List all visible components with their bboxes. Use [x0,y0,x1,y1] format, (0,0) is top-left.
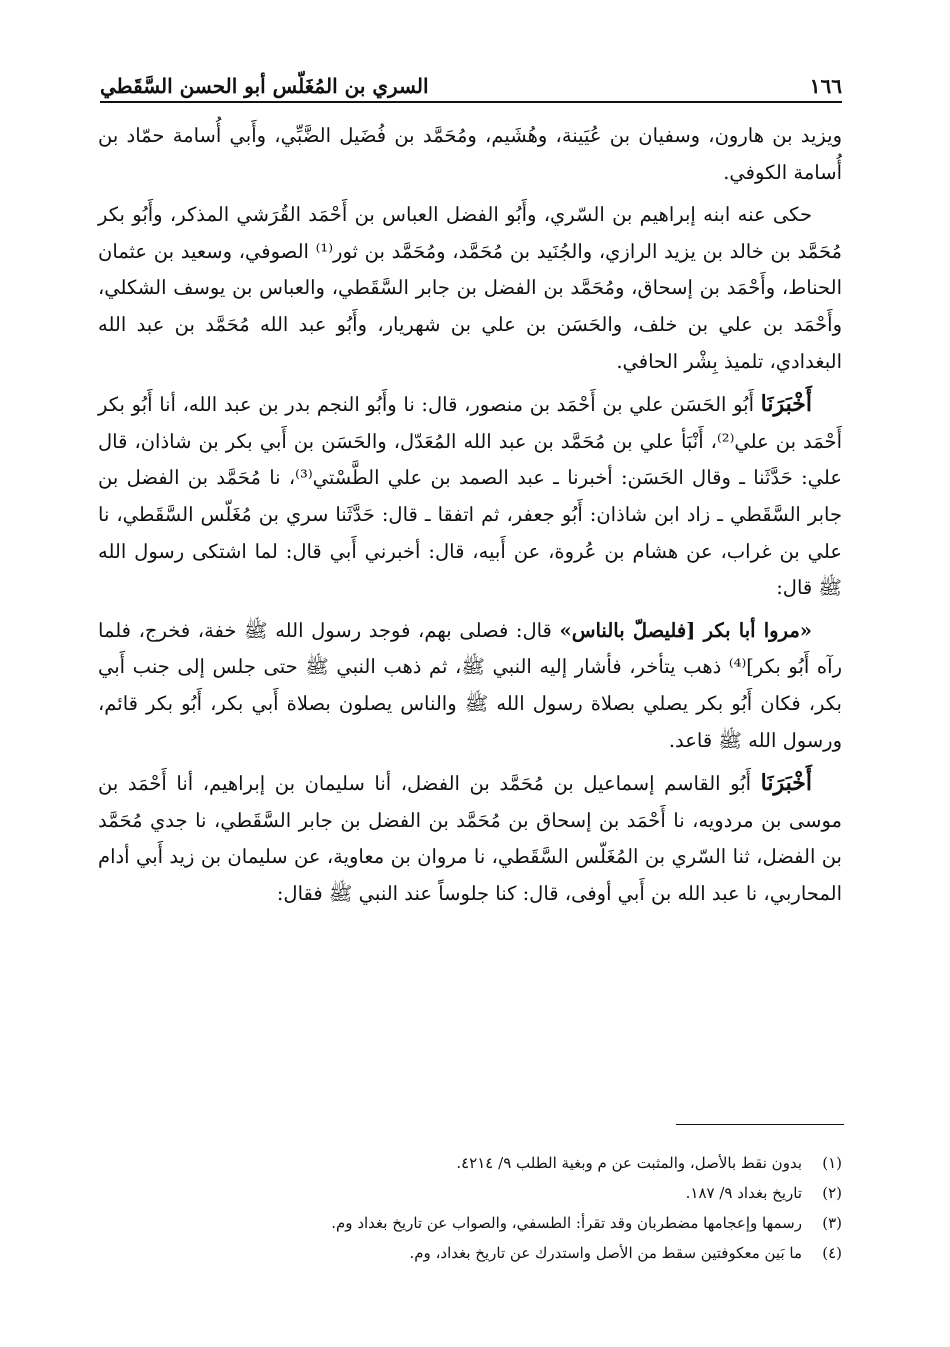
page-header [100,62,842,98]
footnote-text: رسمها وإعجامها مضطربان وقد تقرأ: الطسفي، والصواب عن تاريخ بغداد وم. [331,1214,802,1232]
footnote-number: (٢) [822,1184,842,1202]
footnote-number: (٤) [822,1244,842,1262]
header-rule [100,101,842,103]
paragraph-students [98,197,842,380]
running-title: السري بن المُغَلّس أبو الحسن السَّقَطي [100,74,429,98]
footnote-item [120,1148,842,1178]
footnote-number: (١) [822,1154,842,1172]
footnote-number: (٣) [822,1214,842,1232]
footnote-item [120,1208,842,1238]
main-text [98,118,842,918]
paragraph-text: أَبُو القاسم إسماعيل بن مُحَمَّد بن الفضل، أنا سليمان بن إبراهيم، أنا أَحْمَد بن موسى بن مردويه، نا أَحْمَد بن إسحاق بن مُحَمَّد بن الفضل بن جابر السَّقَطي، نا جدي مُحَمَّد بن الفضل، ثنا السّري بن المُغَلّس السَّقَطي، نا مروان بن معاوية، عن سليمان بن زيد أَبي أدام المحاربي، نا عبد الله بن أَبي أوفى، قال: كنا جلوساً عند النبي ﷺ فقال: [98,772,842,905]
footnote-text: بدون نقط بالأصل، والمثبت عن م وبغية الطلب ٩/ ٤٢١٤. [456,1154,802,1172]
footnote-text: ما بَين معكوفتين سقط من الأصل واستدرك عن تاريخ بغداد، وم. [409,1244,802,1262]
footnote-text: تاريخ بغداد ٩/ ١٨٧. [685,1184,802,1202]
paragraph-teachers [98,118,842,191]
paragraph-isnad-1 [98,386,842,607]
paragraph-text: قال: فصلى بهم، فوجد رسول الله ﷺ خفة، فخرج، فلما رآه أَبُو بكر]⁽⁴⁾ ذهب يتأخر، فأشار إليه النبي ﷺ، ثم ذهب النبي ﷺ حتى جلس إلى جنب أَبي بكر، فكان أَبُو بكر يصلي بصلاة رسول الله ﷺ والناس يصلون بصلاة أَبي بكر، أَبُو بكر قائم، ورسول الله ﷺ قاعد. [98,618,842,752]
page-number: ١٦٦ [809,74,842,98]
akhbarana-lead: أَخْبَرَنَا [760,770,812,797]
paragraph-hadith [98,613,842,759]
paragraph-isnad-2 [98,765,842,912]
footnote-item [120,1238,842,1268]
hadith-quote: «مروا أبا بكر [فليصلّ بالناس» [559,618,812,642]
footnotes [120,1148,842,1268]
footnote-separator [676,1124,844,1125]
paragraph-text: حكى عنه ابنه إبراهيم بن السّري، وأَبُو الفضل العباس بن أَحْمَد القُرَشي المذكر، وأَبُو بكر مُحَمَّد بن خالد بن يزيد الرازي، والجُنَيد بن مُحَمَّد، ومُحَمَّد بن ثور⁽¹⁾ الصوفي، وسعيد بن عثمان الحناط، وأَحْمَد بن إسحاق، ومُحَمَّد بن الفضل بن جابر السَّقَطي، والعباس بن يوسف الشكلي، وأَحْمَد بن علي بن خلف، والحَسَن بن علي بن شهريار، وأَبُو عبد الله مُحَمَّد بن عبد الله البغدادي، تلميذ بِشْر الحافي. [98,203,842,373]
paragraph-text: ويزيد بن هارون، وسفيان بن عُيَينة، وهُشَيم، ومُحَمَّد بن فُضَيل الضَّبِّي، وأَبي أُسامة حمّاد بن أُسامة الكوفي. [98,124,842,184]
paragraph-text: أَبُو الحَسَن علي بن أَحْمَد بن منصور، قال: نا وأَبُو النجم بدر بن عبد الله، أنا أَبُو بكر أَحْمَد بن علي⁽²⁾، أَنْبَأ علي بن مُحَمَّد بن عبد الله المُعَدّل، والحَسَن بن أَبي بكر بن شاذان، قال علي: حَدَّثَنا ـ وقال الحَسَن: أخبرنا ـ عبد الصمد بن علي الطَّسْتي⁽³⁾، نا مُحَمَّد بن الفضل بن جابر السَّقَطي ـ زاد ابن شاذان: أَبُو جعفر، ثم اتفقا ـ قال: حَدَّثَنا سري بن مُغَلّس السَّقَطي، نا علي بن غراب، عن هشام بن عُروة، عن أَبيه، قال: أخبرني أَبي قال: لما اشتكى رسول الله ﷺ قال: [98,393,842,600]
akhbarana-lead: أَخْبَرَنَا [760,391,812,418]
footnote-item [120,1178,842,1208]
